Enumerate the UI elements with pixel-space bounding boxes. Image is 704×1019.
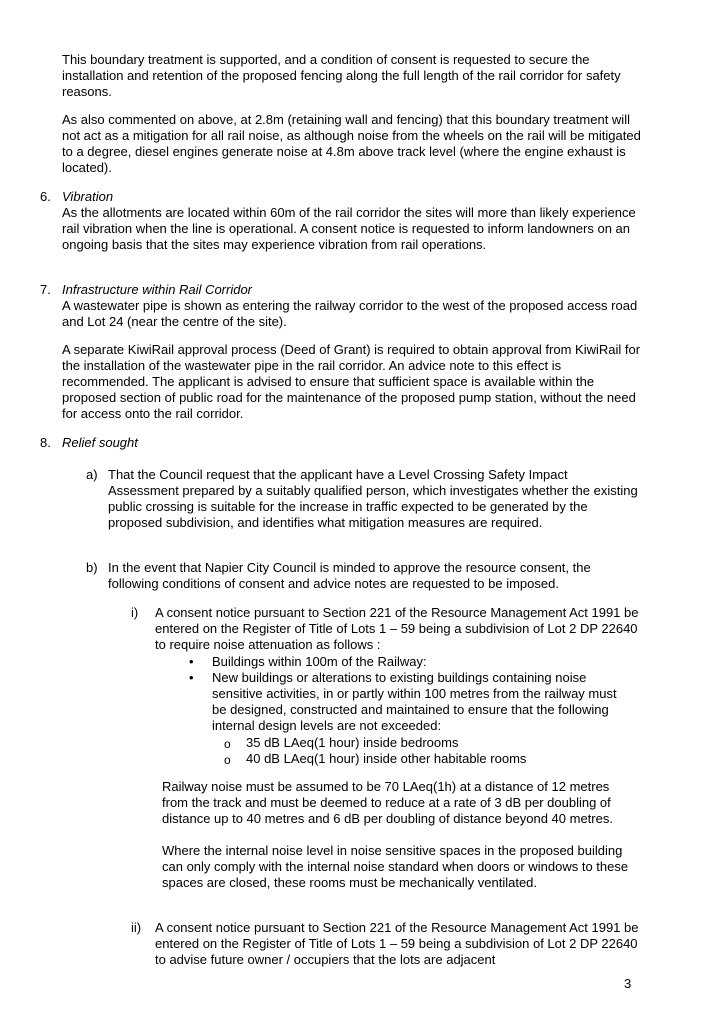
condition-i-text: A consent notice pursuant to Section 221 of the Resource Management Act 1991 be entered on the Register of Title of Lots 1 – 59 being a subdivision of Lot 2 DP 22640 to require noise attenuation as follows : — [155, 605, 639, 652]
section-6-heading: Vibration — [62, 189, 114, 204]
railway-noise-note: Railway noise must be assumed to be 70 LAeq(1h) at a distance of 12 metres from the track and must be deemed to reduce at a rate of 3 dB per doubling of distance up to 40 metres and 6 dB per doubling of distance beyond 40 metres. — [162, 779, 613, 826]
section-8-heading: Relief sought — [62, 435, 138, 450]
ventilation-note: Where the internal noise level in noise sensitive spaces in the proposed building can only comply with the internal noise standard when doors or windows to these spaces are closed, these rooms must be mechanically ventilated. — [162, 843, 629, 890]
sub-bullet-1-text: 35 dB LAeq(1 hour) inside bedrooms — [246, 735, 459, 750]
page-number: 3 — [624, 976, 632, 991]
section-7-text-2: A separate KiwiRail approval process (Deed of Grant) is required to obtain approval from KiwiRail for the installation of the wastewater pipe in the rail corridor. An advice note to this effect is recommended. The applicant is advised to ensure that sufficient space is available within the proposed section of public road for the maintenance of the proposed pump station, without the need for access onto the rail corridor. — [62, 342, 641, 421]
sub-bullet-1-mark: o — [224, 737, 231, 751]
section-7-heading: Infrastructure within Rail Corridor — [62, 282, 253, 297]
bullet-1-text: Buildings within 100m of the Railway: — [212, 654, 427, 669]
section-6-text: As the allotments are located within 60m of the rail corridor the sites will more than likely experience rail vibration when the line is operational. A consent notice is requested to inform landowners on an ongoing basis that the sites may experience vibration from rail operations. — [62, 205, 636, 252]
condition-ii-label: ii) — [131, 920, 142, 935]
sub-bullet-2-text: 40 dB LAeq(1 hour) inside other habitable rooms — [246, 751, 527, 766]
bullet-2-mark: • — [189, 670, 194, 685]
relief-b-label: b) — [86, 560, 98, 575]
relief-a-label: a) — [86, 467, 98, 482]
intro-paragraph-1: This boundary treatment is supported, and a condition of consent is requested to secure the installation and retention of the proposed fencing along the full length of the rail corridor for safety reasons. — [62, 52, 621, 99]
section-6-number: 6. — [40, 189, 51, 204]
section-7-number: 7. — [40, 282, 51, 297]
intro-paragraph-2: As also commented on above, at 2.8m (retaining wall and fencing) that this boundary treatment will not act as a mitigation for all rail noise, as although noise from the wheels on the rail will be mitigated to a degree, diesel engines generate noise at 4.8m above track level (where the engine exhaust is located). — [62, 112, 641, 175]
condition-i-label: i) — [131, 605, 139, 620]
sub-bullet-2-mark: o — [224, 753, 231, 767]
section-8-number: 8. — [40, 435, 51, 450]
relief-a-text: That the Council request that the applicant have a Level Crossing Safety Impact Assessment prepared by a suitably qualified person, which investigates whether the existing public crossing is suitable for the increase in traffic expected to be generated by the proposed subdivision, and identifies what mitigation measures are required. — [108, 467, 638, 530]
section-7-text-1: A wastewater pipe is shown as entering the railway corridor to the west of the proposed access road and Lot 24 (near the centre of the site). — [62, 298, 638, 329]
relief-b-text: In the event that Napier City Council is minded to approve the resource consent, the following conditions of consent and advice notes are requested to be imposed. — [108, 560, 591, 591]
bullet-1-mark: • — [189, 654, 194, 669]
bullet-2-text: New buildings or alterations to existing buildings containing noise sensitive activities, in or partly within 100 metres from the railway must be designed, constructed and maintained to ensure that the following internal design levels are not exceeded: — [212, 670, 617, 733]
condition-ii-text: A consent notice pursuant to Section 221 of the Resource Management Act 1991 be entered on the Register of Title of Lots 1 – 59 being a subdivision of Lot 2 DP 22640 to advise future owner / occupiers that the lots are adjacent — [155, 920, 639, 967]
